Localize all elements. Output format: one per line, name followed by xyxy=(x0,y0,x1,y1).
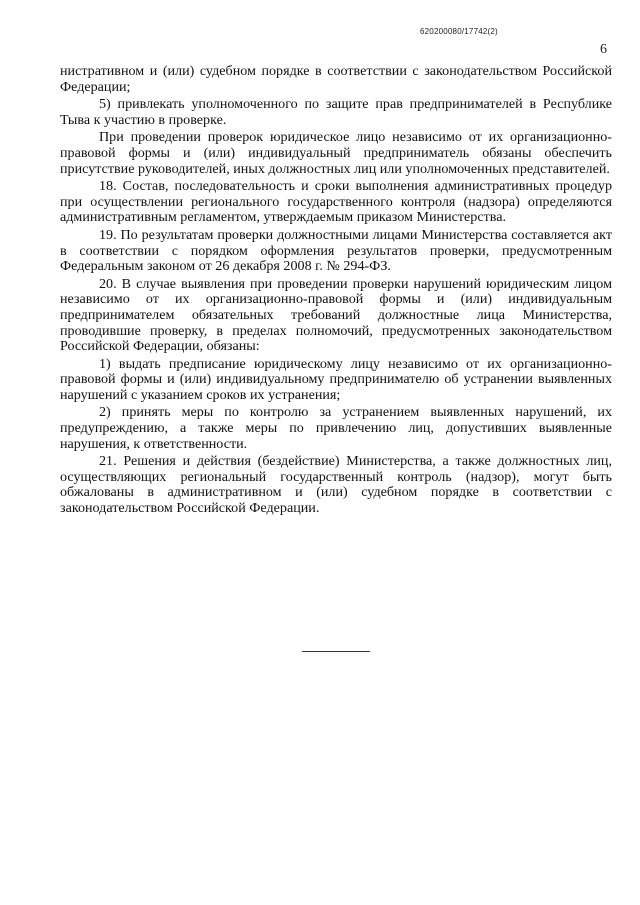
paragraph-20-item-2: 2) принять меры по контролю за устранением выявленных нарушений, их предупреждению, а также меры по привлечению лиц, допустивших выявленные нарушения, к ответственности. xyxy=(60,404,612,452)
paragraph-18: 18. Состав, последовательность и сроки выполнения административных процедур при осуществлении регионального государственного контроля (надзора) определяются административным регламентом, утверждаемым приказом Министерства. xyxy=(60,178,612,226)
page-number: 6 xyxy=(600,42,607,57)
paragraph-continuation: нистративном и (или) судебном порядке в соответствии с законодательством Российской Федерации; xyxy=(60,63,612,95)
paragraph-20-item-1: 1) выдать предписание юридическому лицу независимо от их организационно-правовой формы и (или) индивидуальному предпринимателю об устранении выявленных нарушений с указанием сроков их устранения; xyxy=(60,355,612,403)
end-of-document-rule xyxy=(302,651,370,652)
paragraph-presence: При проведении проверок юридическое лицо независимо от их организационно-правовой формы и (или) индивидуальный предприниматель обязаны обеспечить присутствие руководителей, иных должностных лиц или уполномоченных представителей. xyxy=(60,129,612,177)
paragraph-21: 21. Решения и действия (бездействие) Министерства, а также должностных лиц, осуществляющих региональный государственный контроль (надзор), могут быть обжалованы в административном и (или) судебном порядке в соответствии с законодательством Российской Федерации. xyxy=(60,453,612,517)
paragraph-20: 20. В случае выявления при проведении проверки нарушений юридическим лицом независимо от их организационно-правовой формы и (или) индивидуальным предпринимателем обязательных требований должностные лица Министерства, проводившие проверку, в пределах полномочий, предусмотренных законодательством Российской Федерации, обязаны: xyxy=(60,275,612,355)
document-body xyxy=(60,64,612,519)
paragraph-19: 19. По результатам проверки должностными лицами Министерства составляется акт в соответствии с порядком оформления результатов проверки, предусмотренным Федеральным законом от 26 декабря 2008 г. № 294-ФЗ. xyxy=(60,226,612,275)
paragraph-item-5: 5) привлекать уполномоченного по защите прав предпринимателей в Республике Тыва к участию в проверке. xyxy=(60,96,612,128)
document-id: 620200080/17742(2) xyxy=(420,27,498,36)
